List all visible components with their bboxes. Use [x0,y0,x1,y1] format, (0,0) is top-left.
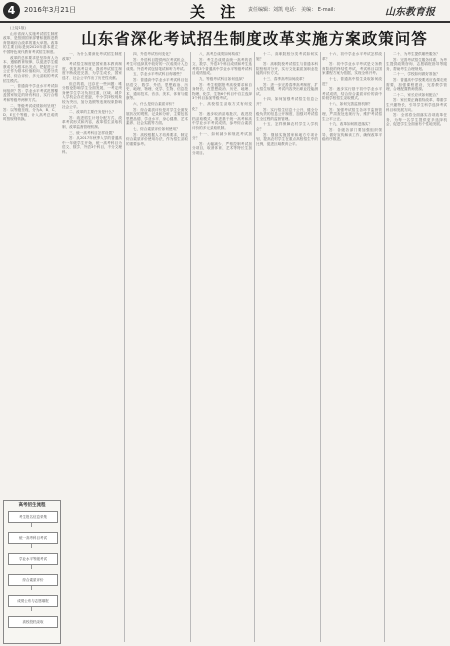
article-paragraph: 答：大幅减少、严格控制考试加分项目，取消体育、艺术等特长生加分项目。 [192,141,252,155]
flowchart-arrow [31,544,32,548]
article-paragraph: 九、等级考试科目如何选择？ [199,76,246,81]
article-paragraph: 答：继续实施国家和地方专项计划，提高农村学生在重点高校招生中的比例，促进区域教育公平。 [256,132,318,146]
section-title: 关 注 [190,3,241,21]
article-paragraph: 七、综合素质评价如何使用？ [133,126,180,131]
article-column-5 [322,52,382,642]
column-divider [254,52,255,642]
article-paragraph: 一、为什么要深化考试招生制度改革？ [62,52,122,61]
column-divider [190,52,191,642]
article-paragraph: 十、高校招生录取方式有何变化？ [192,101,252,111]
article-column-0 [3,26,58,496]
article-paragraph: 答：考生总成绩由统一高考的语文、数学、外语3个科目成绩和考生选考的3个普通高中学业水平等级考试科目成绩组成。 [192,57,252,76]
article-paragraph: 十三、春季高考如何改革？ [263,76,307,81]
article-paragraph: 答：综合素质评价是对学生全面发展状况的观察、记录和分析，主要包括思想品德、学业水平、身心健康、艺术素养、社会实践等方面。 [126,107,188,126]
flowchart-arrow [31,586,32,590]
article-column-4 [256,52,318,642]
article-column-6 [386,52,447,642]
article-paragraph: 十一、如何减少和规范考试加分？ [192,131,252,141]
article-paragraph: 十二、高职院校分类考试如何实施？ [256,52,318,61]
article-paragraph: 答：外语科目提供两次考试机会，考生可选择其中较好的一次成绩计入总成绩。外语考试包括笔试和听力考试。 [126,57,188,71]
flowchart-step: 综合素质评价 [8,574,58,586]
article-paragraph: 十五、怎样保障农村学生入学机会？ [256,122,318,131]
column-divider [124,52,125,642]
article-paragraph: 答：高职院校考试招生与普通本科院校相对分开，实行文化素质加职业技能的评价方式。 [256,62,318,76]
article-paragraph: 山东省深入实施考试招生制度改革，是按照国家部署积极推进教育领域综合改革的重大举措。改革的主要目标是到2020年基本建立中国特色现代教育考试招生制度。 [3,31,58,54]
article-paragraph: 答：实行招生信息十公开，健全分级负责的信息公开制度，加强对考试招生全过程的监督管理。 [256,107,318,121]
page-header [0,0,450,22]
article-paragraph: 答：改进招生计划分配方式，改革考试形式和内容，改革招生录取机制，改革监督管理机制。 [62,115,122,129]
flowchart-box [3,500,61,644]
article-paragraph: 答：全省将全面落实各项改革任务，为每一名学生提供更多选择机会，促进学生全面而有个性地发展。 [386,113,447,127]
article-paragraph: 答：从2017年秋季入学的普通高中一年级学生开始，统一高考科目为语文、数学、外语3个科目，不分文理科。 [62,136,122,154]
article-column-2 [126,52,188,642]
article-paragraph: 十七、普通高中招生录取如何改进？ [322,76,382,86]
article-paragraph: 考试招生制度是国家基本教育制度。恢复高考以来，我省考试招生制度不断改进完善，为学生成长、国家选才、社会公平作出了历史性贡献。 [62,62,122,80]
flowchart-arrow [31,523,32,527]
article-paragraph: 一、普通高中学业水平考试如何组织？答：学业水平考试范围覆盖国家规定的所有科目，实行合格考和等级考两种方式。 [3,84,58,102]
article-paragraph: 八、高考总成绩如何构成？ [199,52,243,56]
article-paragraph: 三、统一高考科目怎样设置？ [69,130,116,135]
article-paragraph: 答：初中学业水平考试是义务教育阶段的终结性考试，考试科目以国家课程方案为依据，实现全科开考。 [322,62,382,76]
article-column-3 [192,52,252,642]
article-paragraph: 十四、如何加强考试招生信息公开？ [256,97,318,106]
page-number: 4 [3,2,20,19]
article-paragraph: 四、外语考试有何变化？ [133,52,173,56]
article-paragraph: 改革的总体要求是坚持育人为本、遵循教育规律，以促进学生健康成长为根本出发点，把促进公平公正作为基本价值取向，完善分类考试、综合评价、多元录取的考试招生模式。 [3,55,58,83]
article-paragraph: 答：各级各部门要加强组织领导，做好宣传解读工作，确保改革平稳有序推进。 [322,127,382,142]
issue-date: 2016年3月21日 [24,6,77,14]
article-paragraph: 答：逐步取消录取批次，改进投档录取模式，推进基于统一高考和高中学业水平考试成绩、参考综合素质评价的多元录取机制。 [192,112,252,130]
main-headline: 山东省深化考试招生制度改革实施方案政策问答 [81,29,428,48]
flowchart-step: 成绩公布与志愿填报 [8,595,58,607]
article-paragraph: 二十二、家长应该如何配合？ [393,92,440,97]
article-column-1 [62,52,122,642]
flowchart-title: 高考招生流程 [18,503,46,508]
flowchart-arrow [31,607,32,611]
header-rule [0,21,450,23]
flowchart-step: 考生报名信息采集 [8,511,58,523]
article-paragraph: 但总的看，还存在一些问题：唯分数论影响学生全面发展，一考定终身使学生学习负担过重，区域、城乡入学机会存在差距，中小学择校现象较为突出，加分造假等违规现象影响社会公平。 [62,81,122,109]
flowchart-step: 统一高考科目考试 [8,532,58,544]
article-paragraph: 十六、初中学业水平考试怎样改革？ [322,52,382,61]
article-paragraph: 答：普通高中学业水平考试科目包括语文、数学、外语、思想政治、历史、地理、物理、化学、生物、信息技术、通用技术、音乐、美术、体育与健康等。 [126,77,188,101]
article-paragraph: 五、学业水平考试科目有哪些？ [133,72,184,77]
article-paragraph: 答：高校根据人才培养要求，制定综合素质评价使用办法，作为招生录取的重要参考。 [126,132,188,146]
column-divider [320,52,321,642]
article-paragraph: 二十一、学校如何做好准备？ [393,72,440,77]
article-paragraph: 答：家长要正确看待改革，尊重学生兴趣特长，引导学生科学选择考试科目和发展方向。 [386,98,447,112]
article-paragraph: 答：完善考试招生服务体系，为考生提供政策咨询、志愿填报指导等服务，帮助考生合理规划。 [386,57,447,71]
article-paragraph: 答：加强考试招生各环节监督管理，严肃查处违规行为，维护考试招生公平公正。 [322,107,382,121]
editor-info: 责任编辑：刘凯 电话： 美编： E-mail: [248,7,336,13]
article-paragraph: 二十、为考生提供哪些服务？ [393,52,440,56]
article-paragraph: (上接1版) [10,26,26,30]
article-paragraph: 十八、如何完善监督机制？ [329,101,373,106]
flowchart-step: 高校投档录取 [8,616,58,628]
article-paragraph: 十九、改革如何推进落实？ [329,122,373,127]
article-paragraph: 答：普通高中学校要适应选课走班需要，加强课程建设，完善教学管理，合理配置教师资源。 [386,77,447,92]
flowchart-arrow [31,565,32,569]
article-paragraph: 二、改革的主要任务是什么？ [69,110,116,115]
column-divider [384,52,385,642]
article-paragraph: 六、什么是综合素质评价？ [133,101,177,106]
article-paragraph: 二、等级考试成绩如何呈现？答：以等级呈现，分为A、B、C、D、E五个等级，计入高考总成绩时按规则转换。 [3,103,58,122]
article-paragraph: 答：逐步实行基于初中学业水平考试成绩、结合综合素质评价的高中阶段学校招生录取模式。 [322,87,382,101]
article-paragraph: 答：进一步完善春季高考制度，扩大招生规模，考试内容突出职业技能测试。 [256,82,318,96]
newspaper-logo: 山东教育报 [385,7,435,18]
article-paragraph: 答：考生根据报考高校要求和自身特长，在思想政治、历史、地理、物理、化学、生物6个科目中自主选择3个科目参加等级考试。 [192,82,252,101]
flowchart-step: 学业水平等级考试 [8,553,58,565]
